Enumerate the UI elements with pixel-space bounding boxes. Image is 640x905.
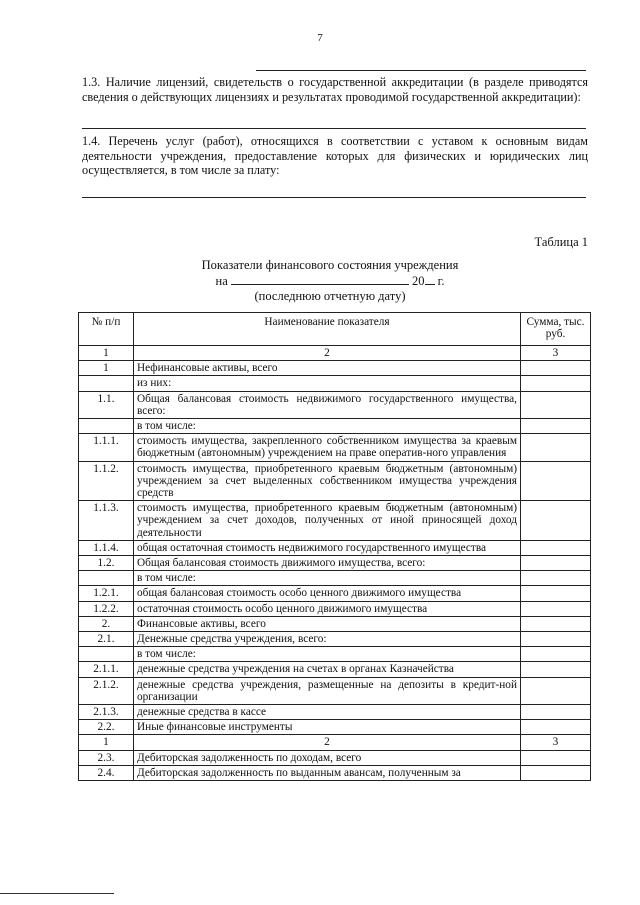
row-sum	[521, 434, 591, 461]
column-index-row	[79, 346, 591, 361]
page-number: 7	[317, 32, 323, 44]
row-number	[79, 419, 134, 434]
index-cell: 1	[79, 346, 134, 361]
column-index-row	[79, 735, 591, 750]
row-sum	[521, 586, 591, 601]
table-title-block	[150, 258, 510, 304]
section-1-3-text: 1.3. Наличие лицензий, свидетельств о государственной аккредитации (в разделе приводятся сведения о действующих лицензиях и результатах проводимой государственной аккредитации):	[82, 75, 588, 104]
row-name: Иные финансовые инструменты	[134, 720, 521, 735]
footer-rule	[0, 893, 114, 894]
row-name: общая остаточная стоимость недвижимого государственного имущества	[134, 540, 521, 555]
table-row	[79, 705, 591, 720]
row-number: 1.1.4.	[79, 540, 134, 555]
row-number	[79, 647, 134, 662]
report-date-line	[150, 273, 510, 289]
row-name: из них:	[134, 376, 521, 391]
row-name: Денежные средства учреждения, всего:	[134, 632, 521, 647]
table-row	[79, 376, 591, 391]
row-sum	[521, 677, 591, 704]
table-title: Показатели финансового состояния учреждения	[201, 258, 459, 272]
row-number	[79, 376, 134, 391]
row-number: 2.3.	[79, 750, 134, 765]
row-sum	[521, 361, 591, 376]
row-number: 2.	[79, 616, 134, 631]
row-name: в том числе:	[134, 647, 521, 662]
row-sum	[521, 750, 591, 765]
table-row	[79, 632, 591, 647]
row-number: 1.1.	[79, 391, 134, 418]
row-sum	[521, 391, 591, 418]
table-row	[79, 647, 591, 662]
row-name: стоимость имущества, приобретенного краевым бюджетным (автономным) учреждением за счет доходов, полученных от иной приносящей доход деятельности	[134, 501, 521, 541]
table-row	[79, 501, 591, 541]
row-sum	[521, 376, 591, 391]
financial-indicators-table	[78, 312, 591, 781]
index-cell: 1	[79, 735, 134, 750]
row-sum	[521, 765, 591, 780]
table-row	[79, 461, 591, 501]
table-row	[79, 571, 591, 586]
row-number: 2.1.1.	[79, 662, 134, 677]
row-name: Финансовые активы, всего	[134, 616, 521, 631]
table-row	[79, 586, 591, 601]
row-name: денежные средства в кассе	[134, 705, 521, 720]
row-sum	[521, 632, 591, 647]
row-number: 1.1.2.	[79, 461, 134, 501]
row-name: денежные средства учреждения, размещенные на депозиты в кредит-ной организации	[134, 677, 521, 704]
row-number: 2.1.2.	[79, 677, 134, 704]
table-label: Таблица 1	[534, 235, 588, 249]
date-caption: (последнюю отчетную дату)	[254, 289, 406, 303]
index-cell: 3	[521, 735, 591, 750]
row-number: 1.1.3.	[79, 501, 134, 541]
row-number: 1.2.	[79, 556, 134, 571]
row-name: в том числе:	[134, 571, 521, 586]
table-row	[79, 361, 591, 376]
row-sum	[521, 501, 591, 541]
row-sum	[521, 705, 591, 720]
row-name: в том числе:	[134, 419, 521, 434]
row-number: 1.1.1.	[79, 434, 134, 461]
row-name: Общая балансовая стоимость недвижимого государственного имущества, всего:	[134, 391, 521, 418]
table-row	[79, 765, 591, 780]
table-row	[79, 677, 591, 704]
row-number: 1.2.1.	[79, 586, 134, 601]
row-name: стоимость имущества, приобретенного краевым бюджетным (автономным) учреждением за счет выделенных собственником имущества учреждения средств	[134, 461, 521, 501]
year-blank	[425, 273, 435, 285]
row-number: 2.1.	[79, 632, 134, 647]
row-sum	[521, 556, 591, 571]
header-number: № п/п	[79, 313, 134, 346]
date-blank	[231, 273, 409, 285]
table-row	[79, 419, 591, 434]
date-prefix: на	[215, 274, 228, 288]
row-number: 2.4.	[79, 765, 134, 780]
rule-below-1-4	[82, 197, 586, 198]
row-name: Нефинансовые активы, всего	[134, 361, 521, 376]
table-row	[79, 601, 591, 616]
header-sum: Сумма, тыс. руб.	[521, 313, 591, 346]
table-row	[79, 391, 591, 418]
year-suffix: г.	[437, 274, 445, 288]
row-sum	[521, 419, 591, 434]
row-sum	[521, 601, 591, 616]
row-name: Дебиторская задолженность по доходам, всего	[134, 750, 521, 765]
row-sum	[521, 662, 591, 677]
table-row	[79, 720, 591, 735]
section-1-4-text: 1.4. Перечень услуг (работ), относящихся в соответствии с уставом к основным видам деятельности учреждения, предоставление которых для физических и юридических лиц осуществляется, в том числе за плату:	[82, 134, 588, 177]
row-number: 1	[79, 361, 134, 376]
table-row	[79, 616, 591, 631]
row-name: Общая балансовая стоимость движимого имущества, всего:	[134, 556, 521, 571]
rule-above-1-3	[256, 70, 586, 71]
row-name: стоимость имущества, закрепленного собственником имущества за краевым бюджетным (автономным) учреждением на праве оператив-ного управления	[134, 434, 521, 461]
row-name: остаточная стоимость особо ценного движимого имущества	[134, 601, 521, 616]
row-sum	[521, 571, 591, 586]
table-row	[79, 750, 591, 765]
row-name: денежные средства учреждения на счетах в органах Казначейства	[134, 662, 521, 677]
row-number	[79, 571, 134, 586]
table-header-row	[79, 313, 591, 346]
index-cell: 2	[134, 346, 521, 361]
index-cell: 2	[134, 735, 521, 750]
table-row	[79, 434, 591, 461]
table-row	[79, 556, 591, 571]
row-sum	[521, 647, 591, 662]
row-sum	[521, 540, 591, 555]
row-name: общая балансовая стоимость особо ценного движимого имущества	[134, 586, 521, 601]
year-prefix: 20	[412, 274, 425, 288]
row-number: 1.2.2.	[79, 601, 134, 616]
row-number: 2.1.3.	[79, 705, 134, 720]
table-row	[79, 540, 591, 555]
row-sum	[521, 720, 591, 735]
row-number: 2.2.	[79, 720, 134, 735]
table-row	[79, 662, 591, 677]
row-sum	[521, 616, 591, 631]
row-name: Дебиторская задолженность по выданным авансам, полученным за	[134, 765, 521, 780]
row-sum	[521, 461, 591, 501]
index-cell: 3	[521, 346, 591, 361]
rule-below-1-3	[82, 128, 586, 129]
header-name: Наименование показателя	[134, 313, 521, 346]
